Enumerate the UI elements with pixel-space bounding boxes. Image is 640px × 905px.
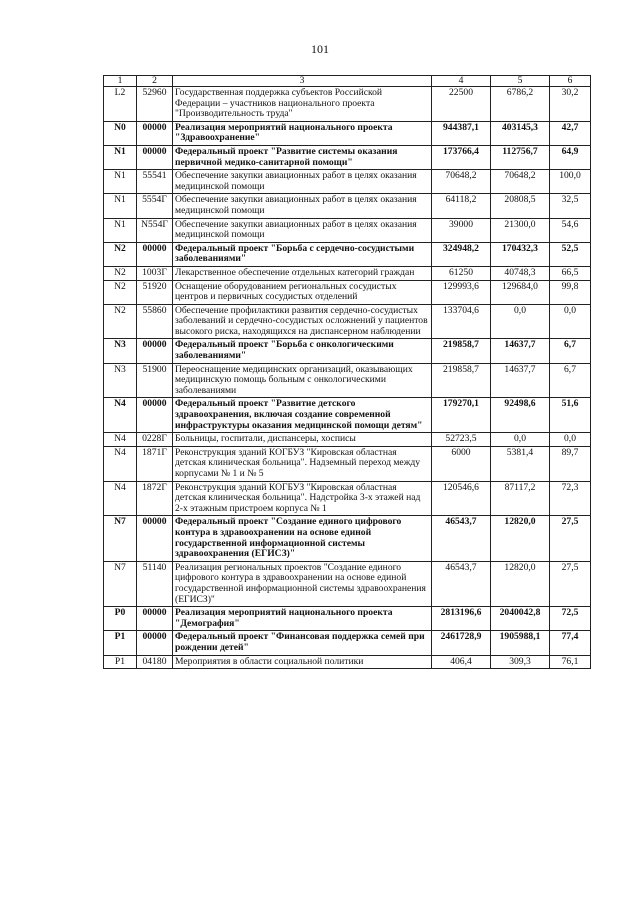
row-percent: 27,5 (550, 516, 591, 561)
row-target-code: 52960 (137, 87, 173, 122)
row-actual-value: 21300,0 (491, 218, 550, 242)
row-section-code: P1 (104, 655, 137, 669)
row-actual-value: 0,0 (491, 433, 550, 447)
row-name: Реализация мероприятий национального проекта "Демография" (173, 607, 432, 631)
table-row (104, 242, 591, 266)
row-actual-value: 20808,5 (491, 194, 550, 218)
row-percent: 51,6 (550, 398, 591, 433)
row-name: Реконструкция зданий КОГБУЗ "Кировская областная детская клиническая больница". Надземный переход между корпусами № 1 и № 5 (173, 446, 432, 481)
table-row (104, 280, 591, 304)
row-percent: 89,7 (550, 446, 591, 481)
row-section-code: N4 (104, 481, 137, 516)
table-row (104, 516, 591, 561)
row-planned-value: 52723,5 (432, 433, 491, 447)
row-section-code: N3 (104, 339, 137, 363)
row-section-code: P0 (104, 607, 137, 631)
row-actual-value: 170432,3 (491, 242, 550, 266)
row-target-code: 00000 (137, 145, 173, 169)
row-actual-value: 40748,3 (491, 266, 550, 280)
row-section-code: N7 (104, 516, 137, 561)
row-target-code: 00000 (137, 339, 173, 363)
row-target-code: 1003Г (137, 266, 173, 280)
row-section-code: N2 (104, 304, 137, 339)
row-actual-value: 0,0 (491, 304, 550, 339)
row-percent: 0,0 (550, 433, 591, 447)
row-section-code: L2 (104, 87, 137, 122)
row-name: Оснащение оборудованием региональных сосудистых центров и первичных сосудистых отделений (173, 280, 432, 304)
row-section-code: N4 (104, 446, 137, 481)
row-target-code: 55541 (137, 170, 173, 194)
row-name: Обеспечение закупки авиационных работ в целях оказания медицинской помощи (173, 194, 432, 218)
row-name: Мероприятия в области социальной политики (173, 655, 432, 669)
column-header: 1 (104, 76, 137, 87)
table-row (104, 481, 591, 516)
row-name: Переоснащение медицинских организаций, оказывающих медицинскую помощь больным с онкологическими заболеваниями (173, 363, 432, 398)
table-row (104, 121, 591, 145)
row-percent: 72,3 (550, 481, 591, 516)
table-row (104, 433, 591, 447)
row-target-code: 5554Г (137, 194, 173, 218)
table-row (104, 266, 591, 280)
row-section-code: N4 (104, 433, 137, 447)
row-name: Реализация региональных проектов "Создание единого цифрового контура в здравоохранении на основе единой государственной информационной системы здравоохранения (ЕГИСЗ)" (173, 561, 432, 606)
row-section-code: N1 (104, 194, 137, 218)
row-name: Федеральный проект "Борьба с онкологическими заболеваниями" (173, 339, 432, 363)
row-planned-value: 133704,6 (432, 304, 491, 339)
row-percent: 100,0 (550, 170, 591, 194)
row-planned-value: 406,4 (432, 655, 491, 669)
row-planned-value: 2461728,9 (432, 631, 491, 655)
row-name: Федеральный проект "Финансовая поддержка семей при рождении детей" (173, 631, 432, 655)
column-header: 6 (550, 76, 591, 87)
row-name: Реализация мероприятий национального проекта "Здравоохранение" (173, 121, 432, 145)
table-row (104, 87, 591, 122)
row-percent: 0,0 (550, 304, 591, 339)
row-name: Реконструкция зданий КОГБУЗ "Кировская областная детская клиническая больница". Надстройка 3-х этажей над 2-х этажным пристроем корпуса № 1 (173, 481, 432, 516)
row-target-code: 1871Г (137, 446, 173, 481)
table-row (104, 145, 591, 169)
row-percent: 64,9 (550, 145, 591, 169)
page-number: 101 (311, 42, 329, 56)
row-target-code: 1872Г (137, 481, 173, 516)
row-planned-value: 64118,2 (432, 194, 491, 218)
column-header: 5 (491, 76, 550, 87)
row-planned-value: 120546,6 (432, 481, 491, 516)
row-percent: 32,5 (550, 194, 591, 218)
table-row (104, 655, 591, 669)
budget-table (103, 75, 591, 669)
row-percent: 66,5 (550, 266, 591, 280)
table-row (104, 339, 591, 363)
table-row (104, 446, 591, 481)
row-actual-value: 112756,7 (491, 145, 550, 169)
row-name: Федеральный проект "Борьба с сердечно-сосудистыми заболеваниями" (173, 242, 432, 266)
table-row (104, 561, 591, 606)
row-name: Больницы, госпитали, диспансеры, хосписы (173, 433, 432, 447)
row-actual-value: 403145,3 (491, 121, 550, 145)
row-planned-value: 129993,6 (432, 280, 491, 304)
row-planned-value: 39000 (432, 218, 491, 242)
row-section-code: N1 (104, 218, 137, 242)
column-header: 3 (173, 76, 432, 87)
row-planned-value: 46543,7 (432, 516, 491, 561)
row-percent: 42,7 (550, 121, 591, 145)
row-percent: 54,6 (550, 218, 591, 242)
row-name: Федеральный проект "Развитие системы оказания первичной медико-санитарной помощи" (173, 145, 432, 169)
row-section-code: N1 (104, 145, 137, 169)
table-row (104, 170, 591, 194)
table-row (104, 607, 591, 631)
table-row (104, 398, 591, 433)
row-planned-value: 173766,4 (432, 145, 491, 169)
row-target-code: 00000 (137, 631, 173, 655)
row-actual-value: 14637,7 (491, 363, 550, 398)
row-planned-value: 61250 (432, 266, 491, 280)
row-percent: 76,1 (550, 655, 591, 669)
row-target-code: 0228Г (137, 433, 173, 447)
row-actual-value: 12820,0 (491, 561, 550, 606)
row-actual-value: 2040042,8 (491, 607, 550, 631)
row-target-code: 51920 (137, 280, 173, 304)
row-target-code: 00000 (137, 398, 173, 433)
row-name: Федеральный проект "Развитие детского здравоохранения, включая создание современной инфраструктуры оказания медицинской помощи детям" (173, 398, 432, 433)
row-name: Лекарственное обеспечение отдельных категорий граждан (173, 266, 432, 280)
row-target-code: 51900 (137, 363, 173, 398)
table-row (104, 304, 591, 339)
row-actual-value: 92498,6 (491, 398, 550, 433)
row-section-code: N4 (104, 398, 137, 433)
row-actual-value: 12820,0 (491, 516, 550, 561)
row-actual-value: 129684,0 (491, 280, 550, 304)
row-section-code: N2 (104, 280, 137, 304)
row-actual-value: 1905988,1 (491, 631, 550, 655)
row-target-code: N554Г (137, 218, 173, 242)
row-percent: 6,7 (550, 363, 591, 398)
row-actual-value: 70648,2 (491, 170, 550, 194)
row-percent: 77,4 (550, 631, 591, 655)
row-percent: 30,2 (550, 87, 591, 122)
column-header: 2 (137, 76, 173, 87)
row-section-code: N2 (104, 242, 137, 266)
row-planned-value: 944387,1 (432, 121, 491, 145)
row-percent: 6,7 (550, 339, 591, 363)
row-planned-value: 70648,2 (432, 170, 491, 194)
row-name: Федеральный проект "Создание единого цифрового контура в здравоохранении на основе единой государственной информационной системы здравоохранения (ЕГИСЗ)" (173, 516, 432, 561)
column-header: 4 (432, 76, 491, 87)
table-row (104, 194, 591, 218)
row-planned-value: 179270,1 (432, 398, 491, 433)
row-actual-value: 5381,4 (491, 446, 550, 481)
row-planned-value: 46543,7 (432, 561, 491, 606)
row-section-code: N3 (104, 363, 137, 398)
row-percent: 72,5 (550, 607, 591, 631)
row-target-code: 55860 (137, 304, 173, 339)
row-name: Обеспечение закупки авиационных работ в целях оказания медицинской помощи (173, 218, 432, 242)
header-row (104, 76, 591, 87)
row-section-code: N2 (104, 266, 137, 280)
row-name: Обеспечение профилактики развития сердечно-сосудистых заболеваний и сердечно-сосудистых осложнений у пациентов высокого риска, находящихся на диспансерном наблюдении (173, 304, 432, 339)
row-actual-value: 14637,7 (491, 339, 550, 363)
row-section-code: N7 (104, 561, 137, 606)
table-row (104, 218, 591, 242)
row-target-code: 00000 (137, 242, 173, 266)
table-row (104, 631, 591, 655)
row-name: Обеспечение закупки авиационных работ в целях оказания медицинской помощи (173, 170, 432, 194)
row-section-code: N0 (104, 121, 137, 145)
table-row (104, 363, 591, 398)
row-planned-value: 324948,2 (432, 242, 491, 266)
row-percent: 27,5 (550, 561, 591, 606)
row-target-code: 04180 (137, 655, 173, 669)
row-percent: 52,5 (550, 242, 591, 266)
row-actual-value: 309,3 (491, 655, 550, 669)
row-name: Государственная поддержка субъектов Российской Федерации – участников национального проекта "Производительность труда" (173, 87, 432, 122)
row-section-code: N1 (104, 170, 137, 194)
row-target-code: 00000 (137, 516, 173, 561)
row-actual-value: 6786,2 (491, 87, 550, 122)
row-planned-value: 219858,7 (432, 363, 491, 398)
row-planned-value: 6000 (432, 446, 491, 481)
row-percent: 99,8 (550, 280, 591, 304)
row-target-code: 00000 (137, 607, 173, 631)
row-planned-value: 2813196,6 (432, 607, 491, 631)
row-actual-value: 87117,2 (491, 481, 550, 516)
row-target-code: 51140 (137, 561, 173, 606)
row-planned-value: 22500 (432, 87, 491, 122)
row-planned-value: 219858,7 (432, 339, 491, 363)
row-section-code: P1 (104, 631, 137, 655)
row-target-code: 00000 (137, 121, 173, 145)
